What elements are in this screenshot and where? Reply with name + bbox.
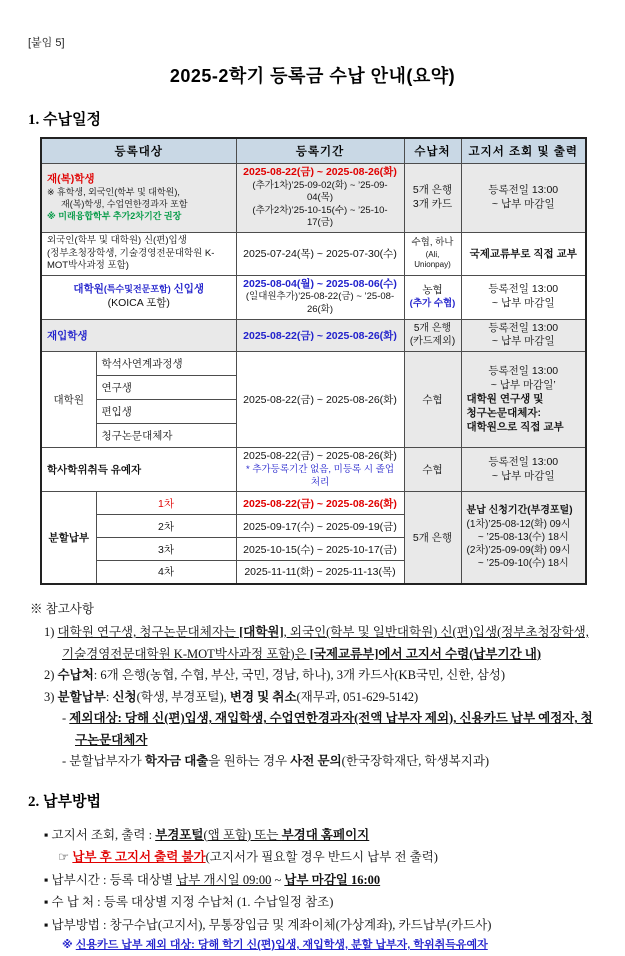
bill-line: 대학원 연구생 및: [466, 392, 544, 405]
note-sub-loan: [62, 751, 597, 773]
bill-line: 국제교류부로 직접 교부: [469, 248, 577, 261]
cell-subtype: [96, 376, 236, 400]
note-prefix: 1): [44, 625, 58, 640]
bill-line: 청구논문대체자:: [466, 406, 541, 419]
target-note-green: ※ 미래융합학부 추가2차기간 권장: [47, 210, 182, 221]
method-prefix: ※: [62, 939, 76, 952]
bill-line: ~ ’25-08-13(수) 18시: [477, 531, 569, 543]
note-prefix: 2): [44, 668, 58, 683]
pointing-hand-icon: ☞: [58, 850, 73, 865]
cell-period: [236, 275, 404, 319]
subtype-label: 연구생: [101, 382, 132, 395]
period-sub: (추가2차)’25-10-15(수) ~ ’25-10-17(금): [252, 204, 388, 229]
cell-group-label: [41, 492, 96, 584]
note-item-1: [44, 622, 597, 665]
office-line: 수협, 하나: [411, 236, 454, 248]
attachment-tag: [붙임 5]: [28, 37, 65, 49]
target-note: (정부초청장학생, 기술경영전문대학원 K-MOT박사과정 포함): [47, 247, 215, 272]
target-main-text: 신입생: [170, 283, 205, 296]
period-main: 2025-07-24(목) ~ 2025-07-30(수): [243, 248, 397, 261]
method-line-warning: [58, 846, 597, 869]
payment-schedule-table: [40, 137, 587, 585]
note-text: (학생, 부경포털),: [136, 689, 230, 704]
section1-title: 1. 수납일정: [28, 112, 101, 128]
note-text-bold: 변경 및 취소: [229, 689, 297, 704]
target-note: ※ 휴학생, 외국인(학부 및 대학원),: [47, 187, 180, 198]
header-period: 등록기간: [236, 138, 404, 164]
period-main: 2025-08-22(금) ~ 2025-08-26(화): [243, 497, 397, 510]
note-text-bold: 제외대상: 당해 신(편)입생, 재입학생, 수업연한경과자(전액 납부자 제외), 신용카드 납부 예정자, 청구논문대체자: [69, 711, 593, 747]
bill-line: 등록전일 13:00: [488, 283, 559, 296]
note-text: :: [105, 689, 113, 704]
target-main: 재입학생: [47, 329, 88, 342]
section2-title: 2. 납부방법: [28, 793, 101, 810]
target-main-text: 대학원: [73, 283, 104, 296]
period-sub: (일대원추가)’25-08-22(금) ~ ’25-08-26(화): [245, 291, 395, 315]
cell-target: [41, 448, 236, 492]
cell-installment: [96, 492, 236, 515]
cell-period: [236, 164, 404, 233]
office-line: 농협: [422, 283, 443, 296]
installment-label: 3차: [158, 543, 174, 556]
cell-period: [236, 319, 404, 352]
note-text-bold: [대학원]: [239, 625, 284, 640]
bill-line: ~ ’25-09-10(수) 18시: [477, 558, 569, 570]
note-text: 을 원하는 경우: [208, 754, 291, 769]
note-text: (재무과, 051-629-5142): [296, 689, 419, 704]
office-line: (추가 수협): [409, 297, 456, 309]
office-line: (카드제외): [409, 336, 456, 348]
row-grad-group: [41, 352, 586, 376]
cell-installment: [96, 515, 236, 538]
installment-label: 2차: [158, 520, 174, 533]
office-line: 5개 은행: [412, 184, 453, 197]
cell-office: [404, 448, 461, 492]
method-line-how: ▪ 납부방법 : 창구수납(고지서), 무통장입금 및 계좌이체(가상계좌), 카드납부(카드사): [44, 917, 492, 932]
cell-target: [41, 319, 236, 352]
note-text: 분할납부자가: [69, 754, 145, 769]
note-text-bold: [국제교류부]에서 고지서 수령(납부기간 내): [309, 646, 542, 661]
cell-office: [404, 319, 461, 352]
subtype-label: 학석사연계과정생: [101, 358, 183, 371]
reference-notes: [28, 599, 597, 773]
bill-line: (1차)’25-08-12(화) 09시: [466, 518, 571, 530]
bill-line: 등록전일 13:00: [488, 321, 559, 334]
note-sub-exclusion: [62, 708, 597, 751]
cell-target: [41, 232, 236, 275]
note-prefix: -: [62, 754, 70, 769]
office-line: 5개 은행: [413, 323, 452, 335]
bill-line: ~ 납부 마감일: [491, 297, 555, 310]
notes-title: ※ 참고사항: [30, 601, 94, 616]
method-text: (앱 포함) 또는: [203, 827, 282, 842]
cell-office: [404, 232, 461, 275]
cell-installment: [96, 538, 236, 561]
row-installment-group: [41, 492, 586, 515]
note-text-bold: 학자금 대출: [144, 754, 209, 769]
note-text: , 외국인(학부 및 일반대학원) 신(편)입생(정부초청장학생, 기술경영전문대학원 K-MOT박사과정 포함)은: [62, 625, 589, 661]
cell-period: [236, 515, 404, 538]
method-line-time: [44, 869, 597, 892]
cell-bill: [461, 232, 586, 275]
row-grad-freshmen: [41, 275, 586, 319]
note-text: : 6개 은행(농협, 수협, 부산, 국민, 경남, 하나), 3개 카드사(KB국민, 신한, 삼성): [93, 668, 506, 683]
period-main: 2025-09-17(수) ~ 2025-09-19(금): [243, 520, 397, 533]
office-line: 3개 카드: [412, 197, 453, 210]
installment-label: 1차: [158, 497, 174, 510]
cell-group-label: [41, 352, 96, 448]
bill-title: 분납 신청기간(부경포털): [466, 505, 573, 517]
cell-period: [236, 538, 404, 561]
note-text-bold: 신청: [112, 689, 137, 704]
method-text: ▪ 고지서 조회, 출력 :: [44, 827, 156, 842]
period-sub: (추가1차)’25-09-02(화) ~ ’25-09-04(목): [252, 179, 388, 204]
method-text: 납부 개시일 09:00: [176, 872, 272, 887]
row-readmitted-students: [41, 319, 586, 352]
cell-target: [41, 164, 236, 233]
period-main: 2025-11-11(화) ~ 2025-11-13(목): [244, 566, 396, 579]
method-line-card-exclusion: [62, 936, 597, 956]
cell-office: [404, 492, 461, 584]
period-sub: * 추가등록기간 없음, 미등록 시 졸업처리: [245, 464, 394, 488]
subtype-label: 청구논문대체자: [101, 430, 173, 443]
payment-method-section: [28, 789, 597, 956]
note-text-bold: 분할납부: [57, 689, 106, 704]
cell-subtype: [96, 424, 236, 448]
group-label: 대학원: [53, 394, 84, 407]
row-reenrolled-students: [41, 164, 586, 233]
period-main: 2025-08-04(월) ~ 2025-08-06(수): [243, 277, 397, 290]
period-main: 2025-08-22(금) ~ 2025-08-26(화): [243, 166, 397, 178]
header-bill: 고지서 조회 및 출력: [461, 138, 586, 164]
row-degree-deferred: [41, 448, 586, 492]
bill-line: (2차)’25-09-09(화) 09시: [466, 544, 571, 556]
method-text-bold: 부경포털: [155, 827, 204, 842]
method-exclusion-text: 신용카드 납부 제외 대상: 당해 학기 신(편)입생, 재입학생, 분할 납부자, 학위취득유예자: [75, 939, 488, 952]
cell-installment: [96, 561, 236, 584]
office-line: 수협: [422, 394, 443, 407]
method-text-bold: 부경대 홈페이지: [281, 827, 370, 842]
cell-subtype: [96, 400, 236, 424]
header-office: 수납처: [404, 138, 461, 164]
installment-label: 4차: [158, 566, 174, 579]
office-line: 5개 은행: [412, 531, 453, 544]
target-main: 재(복)학생: [47, 173, 95, 186]
method-text: (고지서가 필요할 경우 반드시 납부 전 출력): [205, 850, 438, 865]
target-main: 학사학위취득 유예자: [47, 464, 142, 477]
target-main: 외국인(학부 및 대학원) 신(편)입생: [47, 234, 187, 246]
cell-target: [41, 275, 236, 319]
note-text: 대학원 연구생, 청구논문대체자는: [57, 625, 240, 640]
office-line: 수협: [422, 464, 443, 477]
cell-bill: [461, 164, 586, 233]
cell-period: [236, 492, 404, 515]
bill-line: 등록전일 13:00: [488, 455, 559, 468]
note-item-3: [44, 687, 597, 709]
cell-office: [404, 164, 461, 233]
bill-line: 등록전일 13:00: [488, 184, 559, 197]
cell-office: [404, 352, 461, 448]
bill-line: ~ 납부 마감일: [491, 335, 555, 348]
page-title: 2025-2학기 등록금 수납 안내(요약): [169, 66, 456, 86]
method-warning-text: 납부 후 고지서 출력 불가: [72, 850, 206, 865]
note-prefix: -: [62, 711, 70, 726]
bill-line: ~ 납부 마감일: [491, 469, 555, 482]
cell-bill: [461, 352, 586, 448]
target-note: 재(복)학생, 수업연한경과자 포함: [61, 198, 188, 209]
cell-subtype: [96, 352, 236, 376]
cell-period: [236, 561, 404, 584]
note-text-bold: 수납처: [57, 668, 94, 683]
period-main: 2025-08-22(금) ~ 2025-08-26(화): [243, 450, 397, 463]
method-text-bold: 납부 마감일 16:00: [284, 872, 381, 887]
method-line-bill: [44, 824, 597, 847]
method-line-office: ▪ 수 납 처 : 등록 대상별 지정 수납처 (1. 수납일정 참조): [44, 895, 334, 910]
cell-period: [236, 352, 404, 448]
office-line: (Ali, Unionpay): [414, 249, 451, 270]
bill-line: ~ 납부 마감일: [491, 197, 555, 210]
cell-bill: [461, 448, 586, 492]
cell-bill: [461, 319, 586, 352]
table-header-row: [41, 138, 586, 164]
note-item-2: [44, 665, 597, 687]
period-main: 2025-08-22(금) ~ 2025-08-26(화): [243, 329, 397, 342]
method-text: ~: [271, 872, 285, 887]
note-text: (한국장학재단, 학생복지과): [341, 754, 490, 769]
note-prefix: 3): [44, 689, 58, 704]
note-text-bold: 사전 문의: [290, 754, 342, 769]
cell-bill: [461, 492, 586, 584]
subtype-label: 편입생: [101, 406, 132, 419]
cell-office: [404, 275, 461, 319]
header-target: 등록대상: [41, 138, 236, 164]
period-main: 2025-10-15(수) ~ 2025-10-17(금): [243, 543, 397, 556]
target-note: (KOICA 포함): [107, 297, 170, 310]
target-main: [47, 283, 231, 297]
bill-line: 대학원으로 직접 교부: [466, 420, 564, 433]
row-foreign-students: [41, 232, 586, 275]
method-text: ▪ 납부시간 : 등록 대상별: [44, 872, 177, 887]
group-label: 분할납부: [48, 531, 90, 544]
cell-period: [236, 232, 404, 275]
target-main-small: (특수및전문포함): [103, 284, 171, 295]
cell-period: [236, 448, 404, 492]
cell-bill: [461, 275, 586, 319]
period-main: 2025-08-22(금) ~ 2025-08-26(화): [243, 394, 397, 407]
bill-line: ~ 납부 마감일’: [490, 378, 556, 391]
bill-line: 등록전일 13:00: [488, 365, 559, 378]
